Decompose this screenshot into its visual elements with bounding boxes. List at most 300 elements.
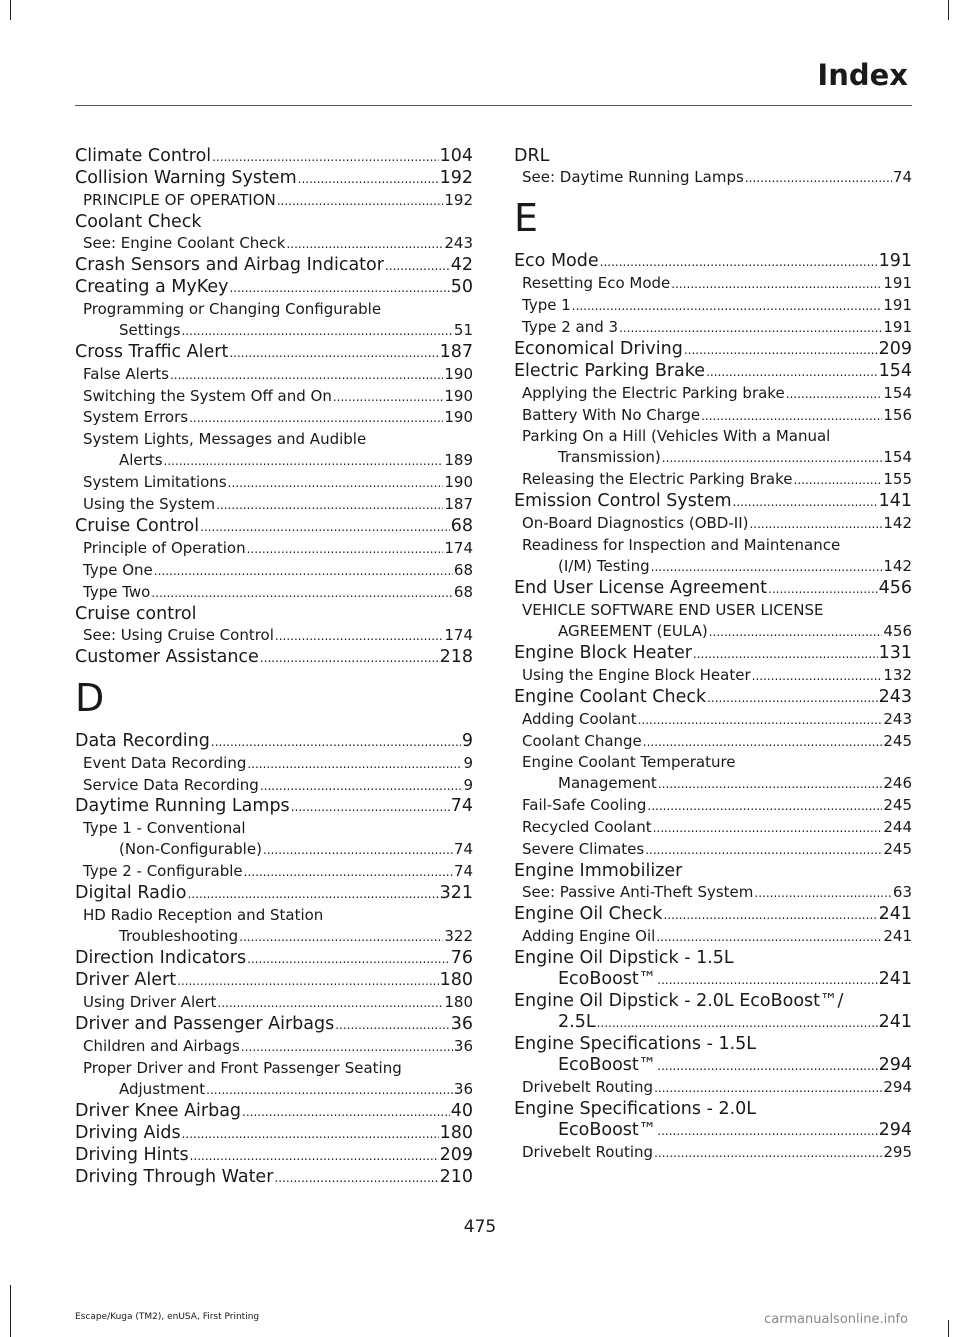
entry-page: 189 <box>444 451 473 470</box>
entry-text: Emission Control System <box>514 491 732 512</box>
entry-page: 155 <box>883 470 912 489</box>
index-subentry: Type 1 - Conventional <box>83 819 246 838</box>
index-subentry[interactable] <box>75 753 473 775</box>
index-subentry[interactable] <box>75 190 473 212</box>
leader-dots <box>597 1013 878 1034</box>
leader-dots <box>600 252 878 273</box>
index-subentry[interactable] <box>514 167 912 189</box>
leader-dots <box>182 1124 439 1145</box>
leader-dots <box>754 883 892 904</box>
entry-page: 76 <box>450 947 473 968</box>
leader-dots <box>657 1121 877 1142</box>
entry-page: 321 <box>439 883 473 904</box>
entry-text: Digital Radio <box>75 883 187 904</box>
leader-dots <box>643 732 883 753</box>
index-subentry[interactable] <box>75 233 473 255</box>
index-entry[interactable] <box>514 491 912 513</box>
index-column-right <box>514 146 912 1164</box>
entry-page: 243 <box>883 709 912 728</box>
index-entry[interactable] <box>514 339 912 361</box>
index-entry: Coolant Check <box>75 211 202 232</box>
entry-page: 68 <box>453 582 473 601</box>
entry-text: End User License Agreement <box>514 577 767 598</box>
entry-text: EcoBoost™ <box>558 1119 657 1140</box>
index-entry[interactable] <box>75 255 473 277</box>
leader-dots <box>212 147 438 168</box>
entry-text: Recycled Coolant <box>522 818 652 837</box>
page-number: 475 <box>463 1217 497 1237</box>
leader-dots <box>177 971 439 992</box>
index-entry[interactable] <box>75 146 473 168</box>
entry-text: EcoBoost™ <box>558 968 657 989</box>
index-subentry: HD Radio Reception and Station <box>83 906 324 925</box>
index-subentry[interactable] <box>514 817 912 839</box>
entry-page: 50 <box>450 276 473 297</box>
entry-page: 142 <box>883 514 912 533</box>
entry-page: 40 <box>450 1100 473 1121</box>
entry-text: Economical Driving <box>514 338 683 359</box>
leader-dots <box>619 318 882 339</box>
entry-page: 104 <box>439 146 473 166</box>
index-subentry[interactable] <box>75 407 473 429</box>
entry-page: 180 <box>444 992 473 1011</box>
entry-page: 180 <box>439 969 473 990</box>
leader-dots <box>654 1078 882 1099</box>
index-subentry[interactable] <box>514 709 912 731</box>
entry-text: Customer Assistance <box>75 646 259 667</box>
entry-text: Engine Block Heater <box>514 642 692 663</box>
index-entry[interactable] <box>75 731 473 753</box>
leader-dots <box>335 1015 450 1036</box>
entry-page: 241 <box>878 968 912 989</box>
leader-dots <box>663 905 877 926</box>
leader-dots <box>229 343 438 364</box>
index-entry[interactable] <box>514 687 912 709</box>
leader-dots <box>206 1080 453 1101</box>
leader-dots <box>658 774 883 795</box>
leader-dots <box>200 517 450 538</box>
entry-page: 174 <box>444 538 473 557</box>
index-entry: Engine Oil Dipstick - 2.0L EcoBoost™/ <box>514 990 844 1011</box>
entry-text: Transmission) <box>558 448 661 467</box>
entry-text: Using Driver Alert <box>83 992 217 1011</box>
index-subentry[interactable] <box>75 926 473 948</box>
entry-text: See: Engine Coolant Check <box>83 233 286 252</box>
entry-text: See: Using Cruise Control <box>83 625 274 644</box>
entry-text: Coolant Change <box>522 731 642 750</box>
index-subentry[interactable] <box>514 273 912 295</box>
index-subentry[interactable] <box>514 447 912 469</box>
index-entry: Engine Specifications - 2.0L <box>514 1098 757 1119</box>
index-entry[interactable] <box>75 970 473 992</box>
index-subentry: Parking On a Hill (Vehicles With a Manual <box>522 427 831 446</box>
crop-mark-top-left <box>10 0 11 20</box>
entry-text: Type One <box>83 560 153 579</box>
entry-text: Engine Coolant Check <box>514 686 707 707</box>
entry-page: 245 <box>883 796 912 815</box>
entry-text: Cruise Control <box>75 515 200 536</box>
leader-dots <box>653 818 883 839</box>
entry-text: Type 2 and 3 <box>522 317 619 336</box>
index-entry: DRL <box>514 146 550 166</box>
entry-text: Driver Knee Airbag <box>75 1100 242 1121</box>
leader-dots <box>189 408 443 429</box>
leader-dots <box>274 1168 438 1189</box>
entry-page: 218 <box>439 646 473 667</box>
index-entry[interactable] <box>514 361 912 383</box>
entry-text: Resetting Eco Mode <box>522 273 671 292</box>
index-entry[interactable] <box>75 796 473 818</box>
leader-dots <box>768 579 878 600</box>
index-entry[interactable] <box>75 168 473 190</box>
index-subentry[interactable] <box>514 1077 912 1099</box>
crop-mark-top-right <box>948 0 949 20</box>
entry-text: Adding Engine Oil <box>522 926 656 945</box>
leader-dots <box>572 296 883 317</box>
index-entry: Engine Oil Dipstick - 1.5L <box>514 947 734 968</box>
leader-dots <box>385 256 450 277</box>
entry-page: 243 <box>878 686 912 707</box>
entry-text: (I/M) Testing <box>558 556 650 575</box>
entry-text: Direction Indicators <box>75 947 247 968</box>
entry-text: System Limitations <box>83 473 227 492</box>
entry-page: 192 <box>444 191 473 209</box>
entry-page: 210 <box>439 1166 473 1187</box>
leader-dots <box>752 666 883 687</box>
index-subentry[interactable] <box>514 383 912 405</box>
entry-text: Management <box>558 774 657 793</box>
index-subentry[interactable] <box>514 469 912 491</box>
index-entry[interactable] <box>514 643 912 665</box>
leader-dots <box>745 168 892 189</box>
index-subentry[interactable] <box>75 1079 473 1101</box>
leader-dots <box>247 949 450 970</box>
index-subentry[interactable] <box>75 494 473 516</box>
leader-dots <box>260 776 463 797</box>
entry-text: Climate Control <box>75 146 212 166</box>
entry-text: Switching the System Off and On <box>83 386 332 405</box>
entry-page: 132 <box>883 665 912 684</box>
entry-text: Driver Alert <box>75 969 177 990</box>
index-subentry[interactable] <box>514 882 912 904</box>
entry-page: 131 <box>878 642 912 663</box>
leader-dots <box>229 278 449 299</box>
entry-page: 156 <box>883 405 912 424</box>
header-rule <box>75 105 912 106</box>
entry-page: 36 <box>450 1013 473 1034</box>
leader-dots <box>707 688 877 709</box>
index-subentry[interactable] <box>75 839 473 861</box>
entry-text: Principle of Operation <box>83 538 246 557</box>
leader-dots <box>733 492 878 513</box>
entry-page: 154 <box>883 383 912 402</box>
entry-page: 322 <box>444 927 473 946</box>
entry-text: Adjustment <box>119 1079 206 1098</box>
entry-page: 209 <box>439 1144 473 1165</box>
page-title: Index <box>817 58 908 92</box>
index-subentry: System Lights, Messages and Audible <box>83 430 367 449</box>
index-subentry[interactable] <box>75 450 473 472</box>
index-entry[interactable] <box>75 883 473 905</box>
leader-dots <box>182 321 453 342</box>
index-entry[interactable] <box>75 1014 473 1036</box>
index-entry: Cruise control <box>75 603 197 624</box>
entry-text: Settings <box>119 320 181 339</box>
entry-text: (Non-Configurable) <box>119 840 262 859</box>
leader-dots <box>242 1102 450 1123</box>
index-subentry[interactable] <box>75 625 473 647</box>
entry-page: 295 <box>883 1142 912 1161</box>
index-subentry[interactable] <box>75 538 473 560</box>
entry-text: Cross Traffic Alert <box>75 341 229 362</box>
index-subentry[interactable] <box>514 665 912 687</box>
index-subentry[interactable] <box>75 861 473 883</box>
leader-dots <box>228 473 444 494</box>
entry-page: 187 <box>444 495 473 514</box>
section-letter: D <box>75 675 105 720</box>
leader-dots <box>657 970 877 991</box>
index-entry: Engine Immobilizer <box>514 860 683 881</box>
entry-text: Children and Airbags <box>83 1036 240 1055</box>
entry-text: Type Two <box>83 582 151 601</box>
entry-text: EcoBoost™ <box>558 1054 657 1075</box>
leader-dots <box>647 796 882 817</box>
entry-page: 245 <box>883 731 912 750</box>
entry-page: 191 <box>883 295 912 314</box>
index-subentry[interactable] <box>514 773 912 795</box>
leader-dots <box>638 710 883 731</box>
leader-dots <box>298 169 439 190</box>
leader-dots <box>701 406 882 427</box>
index-subentry[interactable] <box>75 364 473 386</box>
leader-dots <box>291 797 450 818</box>
entry-page: 294 <box>878 1119 912 1140</box>
entry-text: See: Daytime Running Lamps <box>522 168 744 186</box>
index-subentry: Proper Driver and Front Passenger Seating <box>83 1058 402 1077</box>
entry-page: 245 <box>883 840 912 859</box>
entry-text: Using the Engine Block Heater <box>522 665 751 684</box>
index-subentry[interactable] <box>514 621 912 643</box>
index-entry[interactable] <box>514 578 912 600</box>
leader-dots <box>693 644 878 665</box>
index-entry[interactable] <box>514 1055 912 1077</box>
entry-page: 209 <box>878 338 912 359</box>
leader-dots <box>275 626 443 647</box>
entry-page: 246 <box>883 774 912 793</box>
entry-page: 9 <box>463 775 473 794</box>
entry-page: 63 <box>892 882 912 901</box>
index-subentry: Programming or Changing Configurable <box>83 299 382 318</box>
index-subentry[interactable] <box>514 513 912 535</box>
entry-page: 68 <box>453 560 473 579</box>
leader-dots <box>684 340 878 361</box>
index-subentry[interactable] <box>75 992 473 1014</box>
entry-page: 9 <box>461 730 473 751</box>
entry-text: Severe Climates <box>522 840 645 859</box>
leader-dots <box>654 1143 882 1164</box>
entry-page: 456 <box>883 621 912 640</box>
index-subentry[interactable] <box>75 386 473 408</box>
entry-text: Driving Through Water <box>75 1166 274 1187</box>
entry-page: 68 <box>450 515 473 536</box>
index-entry[interactable] <box>75 948 473 970</box>
index-entry[interactable] <box>514 251 912 273</box>
index-subentry: Engine Coolant Temperature <box>522 753 736 772</box>
leader-dots <box>241 1037 453 1058</box>
entry-page: 9 <box>463 753 473 772</box>
index-subentry[interactable] <box>514 1142 912 1164</box>
watermark: carmanualsonline.info <box>764 1312 908 1327</box>
entry-page: 154 <box>878 360 912 381</box>
leader-dots <box>277 191 444 212</box>
leader-dots <box>651 557 883 578</box>
entry-page: 191 <box>883 273 912 292</box>
entry-text: Service Data Recording <box>83 775 259 794</box>
leader-dots <box>247 754 462 775</box>
entry-page: 36 <box>453 1036 473 1055</box>
index-subentry[interactable] <box>75 775 473 797</box>
section-letter: E <box>514 195 539 240</box>
index-entry[interactable] <box>75 277 473 299</box>
entry-text: Drivebelt Routing <box>522 1142 654 1161</box>
index-entry: Engine Specifications - 1.5L <box>514 1033 757 1054</box>
entry-text: Applying the Electric Parking brake <box>522 383 785 402</box>
index-subentry[interactable] <box>514 295 912 317</box>
crop-mark-bottom-left <box>10 1285 11 1337</box>
entry-text: Engine Oil Check <box>514 903 663 924</box>
index-subentry[interactable] <box>514 926 912 948</box>
index-entry[interactable] <box>514 1120 912 1142</box>
entry-page: 241 <box>878 903 912 924</box>
entry-page: 74 <box>453 840 473 859</box>
leader-dots <box>656 927 882 948</box>
entry-text: Eco Mode <box>514 250 599 271</box>
entry-text: Type 2 - Configurable <box>83 862 243 881</box>
index-subentry[interactable] <box>514 839 912 861</box>
entry-page: 74 <box>450 796 473 817</box>
entry-text: System Errors <box>83 408 189 427</box>
leader-dots <box>260 648 439 669</box>
index-entry[interactable] <box>514 1012 912 1034</box>
entry-page: 74 <box>892 168 912 186</box>
entry-page: 191 <box>883 317 912 336</box>
entry-page: 241 <box>878 1011 912 1032</box>
entry-page: 190 <box>444 473 473 492</box>
leader-dots <box>286 234 443 255</box>
entry-text: False Alerts <box>83 364 169 383</box>
entry-text: Daytime Running Lamps <box>75 796 290 817</box>
entry-text: Releasing the Electric Parking Brake <box>522 470 793 489</box>
leader-dots <box>239 927 443 948</box>
index-entry[interactable] <box>514 904 912 926</box>
leader-dots <box>211 732 461 753</box>
entry-text: Event Data Recording <box>83 753 247 772</box>
leader-dots <box>671 274 882 295</box>
leader-dots <box>190 1146 439 1167</box>
entry-text: Crash Sensors and Airbag Indicator <box>75 254 384 275</box>
entry-page: 190 <box>444 408 473 427</box>
leader-dots <box>794 470 883 491</box>
leader-dots <box>188 884 439 905</box>
entry-page: 36 <box>453 1079 473 1098</box>
entry-page: 191 <box>878 250 912 271</box>
leader-dots <box>645 840 882 861</box>
index-entry[interactable] <box>75 516 473 538</box>
leader-dots <box>657 1056 877 1077</box>
index-subentry[interactable] <box>75 320 473 342</box>
entry-text: Type 1 <box>522 295 571 314</box>
entry-page: 174 <box>444 625 473 644</box>
entry-page: 190 <box>444 386 473 405</box>
leader-dots <box>749 514 882 535</box>
entry-text: Driving Aids <box>75 1122 181 1143</box>
entry-text: Battery With No Charge <box>522 405 701 424</box>
index-column-left <box>75 146 473 1189</box>
entry-text: 2.5L <box>558 1011 596 1032</box>
index-subentry[interactable] <box>514 731 912 753</box>
index-subentry[interactable] <box>514 556 912 578</box>
entry-text: Driving Hints <box>75 1144 189 1165</box>
index-subentry[interactable] <box>514 405 912 427</box>
leader-dots <box>244 862 453 883</box>
entry-page: 190 <box>444 364 473 383</box>
entry-text: AGREEMENT (EULA) <box>558 621 708 640</box>
leader-dots <box>216 495 443 516</box>
index-subentry[interactable] <box>514 795 912 817</box>
entry-text: Data Recording <box>75 730 210 751</box>
entry-page: 141 <box>878 491 912 512</box>
leader-dots <box>709 622 883 643</box>
leader-dots <box>333 387 444 408</box>
entry-page: 294 <box>883 1077 912 1096</box>
entry-page: 154 <box>883 448 912 467</box>
leader-dots <box>217 993 443 1014</box>
entry-text: Collision Warning System <box>75 168 297 188</box>
index-entry[interactable] <box>75 1123 473 1145</box>
index-subentry[interactable] <box>75 560 473 582</box>
entry-text: Troubleshooting <box>119 927 239 946</box>
entry-page: 74 <box>453 862 473 881</box>
index-entry[interactable] <box>75 342 473 364</box>
edition-info: Escape/Kuga (TM2), enUSA, First Printing <box>75 1312 260 1322</box>
index-entry[interactable] <box>75 1167 473 1189</box>
index-entry[interactable] <box>75 1101 473 1123</box>
index-subentry: Readiness for Inspection and Maintenance <box>522 536 841 555</box>
entry-page: 243 <box>444 233 473 252</box>
index-entry[interactable] <box>75 1145 473 1167</box>
entry-page: 456 <box>878 577 912 598</box>
entry-text: Drivebelt Routing <box>522 1077 654 1096</box>
index-subentry[interactable] <box>75 582 473 604</box>
index-subentry[interactable] <box>75 472 473 494</box>
index-entry[interactable] <box>75 647 473 669</box>
entry-text: Electric Parking Brake <box>514 360 706 381</box>
entry-text: On-Board Diagnostics (OBD-II) <box>522 514 749 533</box>
leader-dots <box>706 362 878 383</box>
entry-page: 241 <box>883 926 912 945</box>
index-subentry[interactable] <box>514 317 912 339</box>
entry-page: 187 <box>439 341 473 362</box>
leader-dots <box>170 365 443 386</box>
leader-dots <box>786 384 883 405</box>
index-entry[interactable] <box>514 969 912 991</box>
leader-dots <box>247 539 444 560</box>
leader-dots <box>263 840 453 861</box>
index-subentry[interactable] <box>75 1036 473 1058</box>
entry-page: 294 <box>878 1054 912 1075</box>
leader-dots <box>154 561 453 582</box>
leader-dots <box>151 583 453 604</box>
